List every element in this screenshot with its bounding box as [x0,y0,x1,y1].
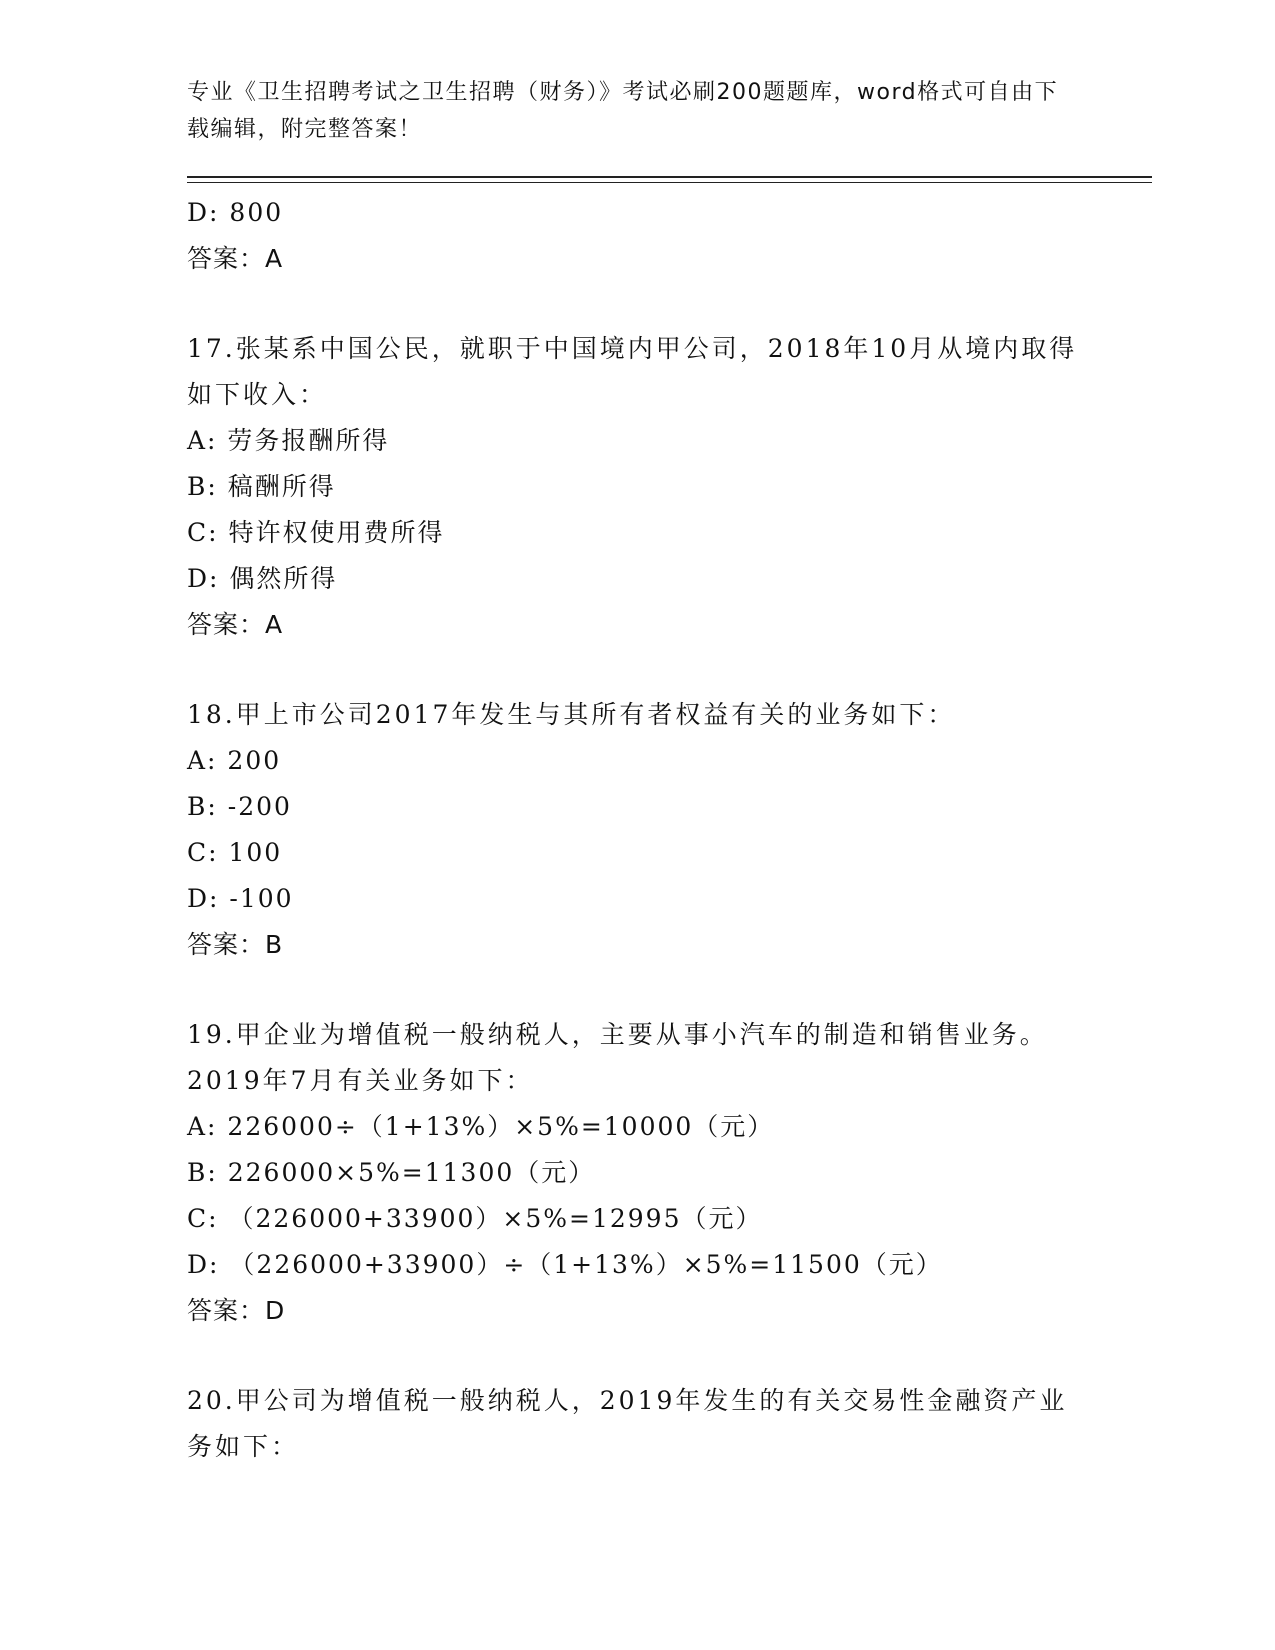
document-body [187,190,1087,1470]
answer-label: 答案：A [187,244,284,273]
question-18 [187,692,1087,968]
header-divider [187,176,1152,178]
option-c: C: （226000+33900）×5%=12995（元） [187,1204,763,1233]
question-19 [187,1012,1087,1334]
question-stem: 20.甲公司为增值税一般纳税人，2019年发生的有关交易性金融资产业务如下： [187,1386,1068,1461]
option-c: C: 特许权使用费所得 [187,518,445,547]
option-a: A: 200 [187,746,282,775]
answer-label: 答案：A [187,610,284,639]
option-d: D: -100 [187,884,294,913]
option-b: B: -200 [187,792,292,821]
question-17 [187,326,1087,648]
answer-label: 答案：B [187,930,284,959]
question-20 [187,1378,1087,1470]
question-stem: 18.甲上市公司2017年发生与其所有者权益有关的业务如下： [187,700,956,729]
option-d: D: 偶然所得 [187,564,338,593]
document-header: 专业《卫生招聘考试之卫生招聘（财务）》考试必刷200题题库，word格式可自由下载编辑，附完整答案！ [187,80,1059,142]
option-b: B: 稿酬所得 [187,472,336,501]
question-stem: 17.张某系中国公民，就职于中国境内甲公司，2018年10月从境内取得如下收入： [187,334,1078,409]
option-b: B: 226000×5%=11300（元） [187,1158,596,1187]
option-a: A: 劳务报酬所得 [187,426,390,455]
question-16-tail [187,190,1087,282]
option-a: A: 226000÷（1+13%）×5%=10000（元） [187,1112,775,1141]
question-stem: 19.甲企业为增值税一般纳税人，主要从事小汽车的制造和销售业务。2019年7月有关业务如下： [187,1020,1048,1095]
option-d: D: 800 [187,198,284,227]
header-divider-thin [187,182,1152,183]
answer-label: 答案：D [187,1296,286,1325]
option-c: C: 100 [187,838,283,867]
option-d: D: （226000+33900）÷（1+13%）×5%=11500（元） [187,1250,943,1279]
